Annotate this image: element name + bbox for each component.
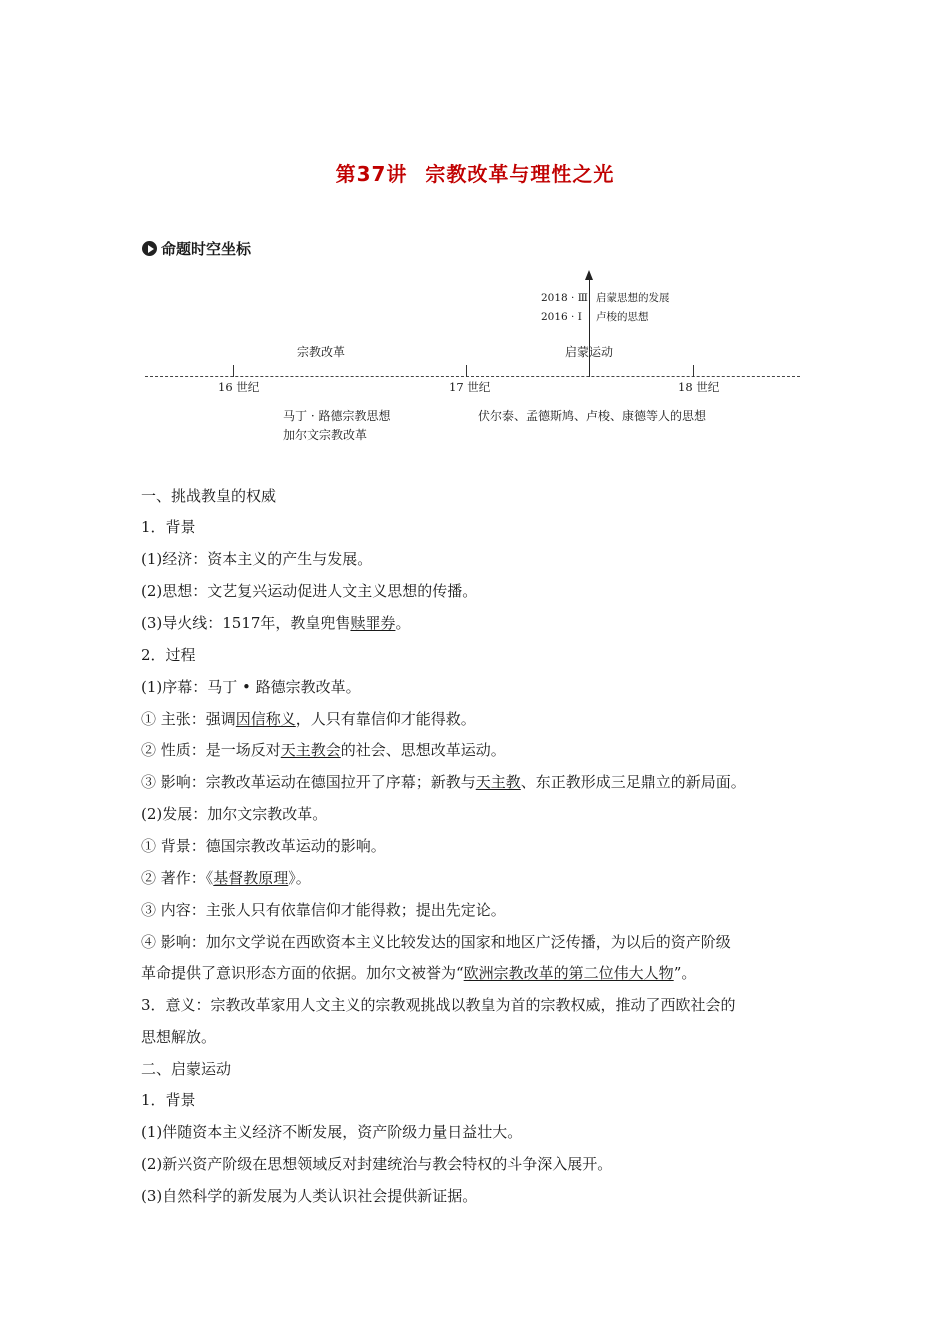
tick-label: 17 世纪 xyxy=(449,380,491,394)
lecture-topic: 宗教改革与理性之光 xyxy=(425,162,615,186)
paragraph: (2)新兴资产阶级在思想领域反对封建统治与教会特权的斗争深入展开。 xyxy=(141,1155,613,1173)
timeline-axis xyxy=(145,376,800,377)
key-term: 欧洲宗教改革的第二位伟大人物 xyxy=(463,964,674,982)
paragraph: ① 主张：强调因信称义，人只有靠信仰才能得救。 xyxy=(141,710,476,728)
timeline-tick xyxy=(466,365,467,377)
paragraph: ④ 影响：加尔文学说在西欧资本主义比较发达的国家和地区广泛传播，为以后的资产阶级 xyxy=(141,933,731,951)
paragraph: (1)经济：资本主义的产生与发展。 xyxy=(141,550,373,568)
paragraph: ① 背景：德国宗教改革运动的影响。 xyxy=(141,837,386,855)
heading: 二、启蒙运动 xyxy=(141,1060,232,1078)
timeline-tick xyxy=(693,365,694,377)
paragraph: 思想解放。 xyxy=(141,1028,217,1046)
section-header xyxy=(142,238,251,259)
paragraph: ② 著作：《基督教原理》。 xyxy=(141,869,311,887)
subheading: 1．背景 xyxy=(141,1091,196,1109)
key-term: 因信称义 xyxy=(235,710,296,728)
subheading: 2．过程 xyxy=(141,646,196,664)
paragraph: (2)思想：文艺复兴运动促进人文主义思想的传播。 xyxy=(141,582,478,600)
exam-topic: 卢梭的思想 xyxy=(596,311,649,323)
timeline-note: 马丁 · 路德宗教思想 xyxy=(283,409,391,423)
lecture-number: 第37讲 xyxy=(335,162,408,186)
paragraph: ③ 影响：宗教改革运动在德国拉开了序幕；新教与天主教、东正教形成三足鼎立的新局面。 xyxy=(141,773,746,791)
key-term: 赎罪券 xyxy=(350,614,396,632)
tick-label: 18 世纪 xyxy=(678,380,720,394)
paragraph: (2)发展：加尔文宗教改革。 xyxy=(141,805,328,823)
play-icon xyxy=(142,241,157,256)
subheading: 1．背景 xyxy=(141,518,196,536)
period-label: 宗教改革 xyxy=(297,345,346,359)
heading: 一、挑战教皇的权威 xyxy=(141,487,277,505)
exam-year: 2018 · Ⅲ xyxy=(541,292,588,304)
tick-label: 16 世纪 xyxy=(218,380,260,394)
paragraph: (1)伴随资本主义经济不断发展，资产阶级力量日益壮大。 xyxy=(141,1123,523,1141)
paragraph: (3)自然科学的新发展为人类认识社会提供新证据。 xyxy=(141,1187,478,1205)
timeline-vertical-line xyxy=(589,278,590,377)
key-term: 基督教原理 xyxy=(213,869,289,887)
timeline-note: 加尔文宗教改革 xyxy=(283,428,368,442)
exam-topic: 启蒙思想的发展 xyxy=(596,292,670,304)
key-term: 天主教会 xyxy=(280,741,341,759)
paragraph: ③ 内容：主张人只有依靠信仰才能得救；提出先定论。 xyxy=(141,901,506,919)
exam-year: 2016 · Ⅰ xyxy=(541,311,582,323)
timeline-note: 伏尔泰、孟德斯鸠、卢梭、康德等人的思想 xyxy=(478,409,707,423)
period-label: 启蒙运动 xyxy=(565,345,614,359)
paragraph: (3)导火线：1517年，教皇兜售赎罪券。 xyxy=(141,614,411,632)
page-title xyxy=(0,158,950,187)
paragraph: 革命提供了意识形态方面的依据。加尔文被誉为“欧洲宗教改革的第二位伟大人物”。 xyxy=(141,964,697,982)
timeline-tick xyxy=(233,365,234,377)
section-header-label: 命题时空坐标 xyxy=(161,240,252,258)
key-term: 天主教 xyxy=(475,773,521,791)
paragraph: 3．意义：宗教改革家用人文主义的宗教观挑战以教皇为首的宗教权威，推动了西欧社会的 xyxy=(141,996,736,1014)
paragraph: ② 性质：是一场反对天主教会的社会、思想改革运动。 xyxy=(141,741,506,759)
paragraph: (1)序幕：马丁 • 路德宗教改革。 xyxy=(141,678,361,696)
